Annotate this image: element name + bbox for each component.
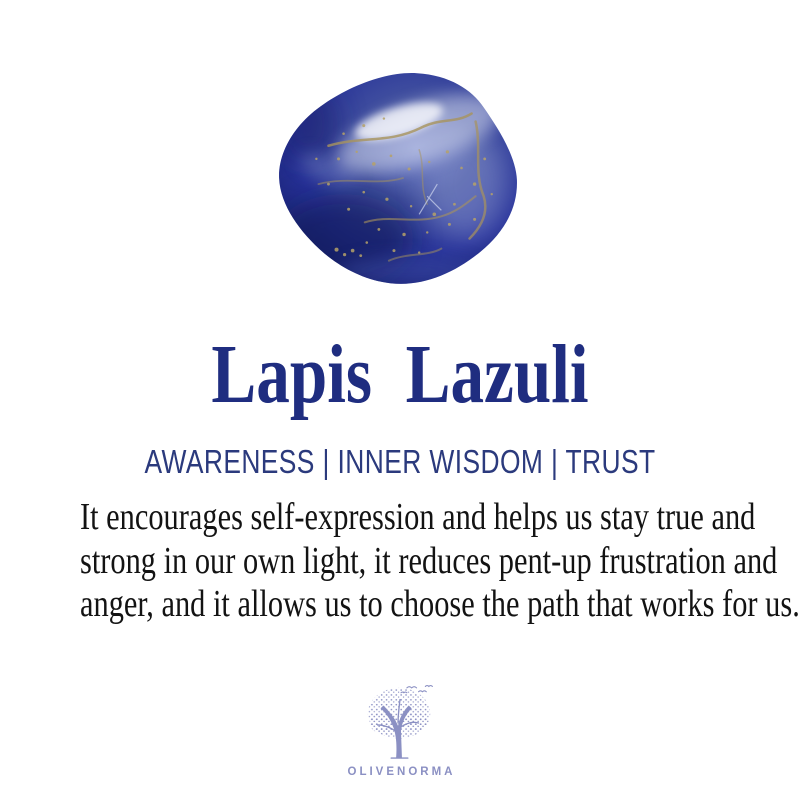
- page-title: Lapis Lazuli: [211, 328, 589, 421]
- lapis-lazuli-stone-icon: [268, 62, 526, 288]
- tree-with-birds-icon: [356, 684, 444, 762]
- keywords-subtitle: AWARENESS | INNER WISDOM | TRUST: [144, 443, 656, 480]
- brand-wordmark: OLIVENORMA: [347, 766, 456, 778]
- description-text: [80, 496, 800, 627]
- brand-logo: [0, 684, 800, 778]
- description-line: strong in our own light, it reduces pent-up frustration and: [80, 539, 778, 582]
- description-line: It encourages self-expression and helps us stay true and: [80, 496, 756, 538]
- description-line: anger, and it allows us to choose the path that works for us.: [80, 583, 800, 625]
